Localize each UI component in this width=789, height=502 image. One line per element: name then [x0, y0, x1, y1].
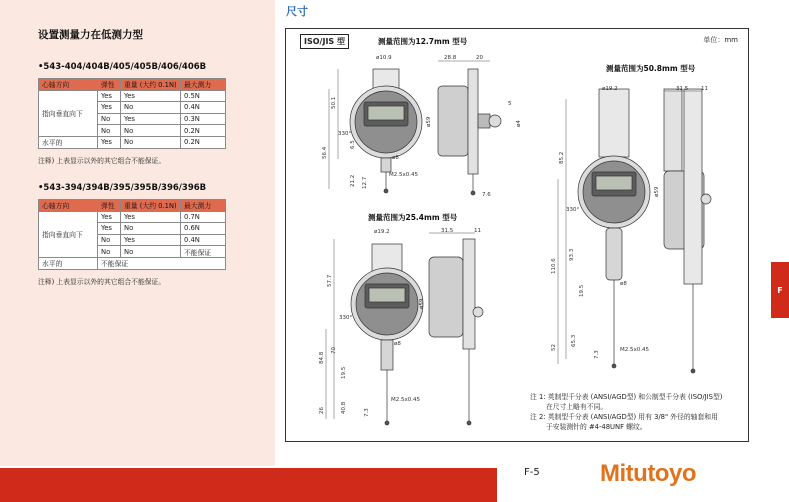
dim-label: ø8: [392, 155, 399, 161]
gauge-3-side: [664, 89, 711, 373]
table-cell: No: [121, 125, 181, 137]
table-header-row: [39, 200, 226, 212]
table-cell: Yes: [121, 90, 181, 102]
table-cell: 0.3N: [181, 113, 226, 125]
header-cell: 心轴方向: [39, 79, 98, 91]
dim-label: ø19.2: [602, 86, 618, 92]
table-row: [39, 90, 226, 102]
range-label-127: 测量范围为12.7mm 型号: [378, 37, 468, 46]
dim-label: 19.5: [341, 366, 347, 379]
left-title: 设置测量力在低测力型: [38, 29, 143, 41]
dim-label: 31.5: [441, 228, 454, 234]
table-header-row: [39, 79, 226, 91]
table-cell: Yes: [98, 136, 121, 148]
dim-label: 12.7: [362, 176, 368, 189]
drawing-note-2a: 注 2: 英制型千分表 (ANSI/AGD型) 用有 3/8" 外径的轴套和用: [530, 413, 718, 421]
table-cell: 水平的: [39, 136, 98, 148]
table-row: [39, 136, 226, 148]
section-title: 尺寸: [286, 5, 308, 18]
table-cell: No: [98, 125, 121, 137]
table-cell: Yes: [121, 113, 181, 125]
drawing-note-1b: 在尺寸上略有不同。: [546, 403, 608, 411]
table-cell: No: [121, 102, 181, 114]
table-cell: No: [98, 234, 121, 246]
header-cell: 重量 (大约 0.1N): [121, 79, 181, 91]
mitutoyo-logo: Mitutoyo: [600, 460, 696, 487]
dim-label: 21.2: [350, 174, 356, 187]
merged-cell: 指向垂直向下: [39, 90, 98, 136]
dim-label: 6.5: [350, 140, 356, 149]
drawing-note-2b: 于安装测针的 #4-48UNF 螺纹。: [546, 423, 647, 431]
dim-label: 330°: [338, 131, 352, 137]
table-cell: 水平的: [39, 257, 98, 269]
header-cell: 重量 (大约 0.1N): [121, 200, 181, 212]
dim-label: 40.8: [341, 401, 347, 414]
dim-label: 85.2: [559, 151, 565, 164]
unit-label: 单位：mm: [703, 36, 738, 44]
table-row: [39, 211, 226, 223]
iso-jis-badge: ISO/JIS 型: [300, 34, 349, 49]
dim-label: 7.6: [482, 192, 491, 198]
dim-label: 330°: [566, 207, 580, 213]
page-number: F-5: [524, 467, 540, 478]
header-cell: 弹性: [98, 79, 121, 91]
range-label-254: 测量范围为25.4mm 型号: [368, 213, 458, 222]
table-cell: 0.7N: [181, 211, 226, 223]
table-cell: Yes: [121, 234, 181, 246]
table-note-1: 注释) 上表显示以外的其它组合不能保证。: [38, 157, 166, 165]
table-cell: Yes: [98, 90, 121, 102]
dim-label: ø59: [419, 298, 425, 309]
dim-label: 52: [551, 344, 557, 351]
dim-label: ø8: [620, 281, 627, 287]
footer-bar: [0, 468, 497, 502]
spec-table-2: [38, 199, 226, 270]
dim-label: 110.6: [551, 258, 557, 274]
dim-label: 11: [474, 228, 481, 234]
dim-label: 20: [476, 55, 483, 61]
table-cell: 0.2N: [181, 125, 226, 137]
dim-label: ø59: [654, 186, 660, 197]
dim-label: ø59: [426, 116, 432, 127]
header-cell: 最大测力: [181, 79, 226, 91]
table-cell: No: [121, 223, 181, 235]
table-cell: No: [121, 136, 181, 148]
range-label-508: 测量范围为50.8mm 型号: [606, 64, 696, 73]
table-cell: 0.4N: [181, 234, 226, 246]
table-note-2: 注释) 上表显示以外的其它组合不能保证。: [38, 278, 166, 286]
dim-label: M2.5x0.45: [391, 397, 420, 403]
left-panel: [0, 0, 275, 466]
dim-label: 31.5: [676, 86, 689, 92]
gauge-1-side: [438, 69, 501, 195]
dim-label: M2.5x0.45: [389, 172, 418, 178]
table-cell: Yes: [98, 211, 121, 223]
header-cell: 最大测力: [181, 200, 226, 212]
model-title-2: •543-394/394B/395/395B/396/396B: [38, 183, 207, 193]
dim-label: 57.7: [327, 274, 333, 287]
header-cell: 弹性: [98, 200, 121, 212]
dim-label: 330°: [339, 315, 353, 321]
table-cell: 0.6N: [181, 223, 226, 235]
dim-label: ø10.9: [376, 55, 392, 61]
table-cell: Yes: [98, 102, 121, 114]
gauge-2-side: [429, 239, 483, 425]
table-cell: 0.2N: [181, 136, 226, 148]
table-cell: 不能保证: [98, 257, 226, 269]
table-cell: 0.5N: [181, 90, 226, 102]
table-cell: 不能保证: [181, 246, 226, 258]
dim-label: 7.3: [594, 350, 600, 359]
merged-cell: 指向垂直向下: [39, 211, 98, 257]
dim-label: 50.1: [331, 96, 337, 109]
spec-table-1: [38, 78, 226, 149]
table-cell: Yes: [98, 223, 121, 235]
table-cell: Yes: [121, 211, 181, 223]
header-cell: 心轴方向: [39, 200, 98, 212]
dim-label: ø19.2: [374, 229, 390, 235]
gauge-3-front: [578, 89, 650, 368]
section-tab-f[interactable]: F: [771, 262, 789, 318]
dim-label: 19.5: [579, 284, 585, 297]
dim-label: 56.4: [322, 146, 328, 159]
dim-label: 7.3: [364, 408, 370, 417]
table-row: [39, 257, 226, 269]
table-cell: No: [98, 246, 121, 258]
table-cell: No: [121, 246, 181, 258]
dim-label: ø4: [516, 120, 522, 127]
dim-label: 28.8: [444, 55, 457, 61]
dim-label: 70: [331, 347, 337, 354]
dim-label: 5: [508, 101, 512, 107]
model-title-1: •543-404/404B/405/405B/406/406B: [38, 62, 207, 72]
dim-label: 11: [701, 86, 708, 92]
dim-label: ø8: [394, 341, 401, 347]
dim-label: 65.3: [571, 334, 577, 347]
dim-label: 26: [319, 407, 325, 414]
dimension-drawing-frame: [285, 28, 749, 442]
table-cell: No: [98, 113, 121, 125]
table-cell: 0.4N: [181, 102, 226, 114]
dim-label: 93.3: [569, 248, 575, 261]
drawing-note-1a: 注 1: 英制型千分表 (ANSI/AGD型) 和公制型千分表 (ISO/JIS型): [530, 393, 723, 401]
dim-label: 84.8: [319, 351, 325, 364]
dim-label: M2.5x0.45: [620, 347, 649, 353]
